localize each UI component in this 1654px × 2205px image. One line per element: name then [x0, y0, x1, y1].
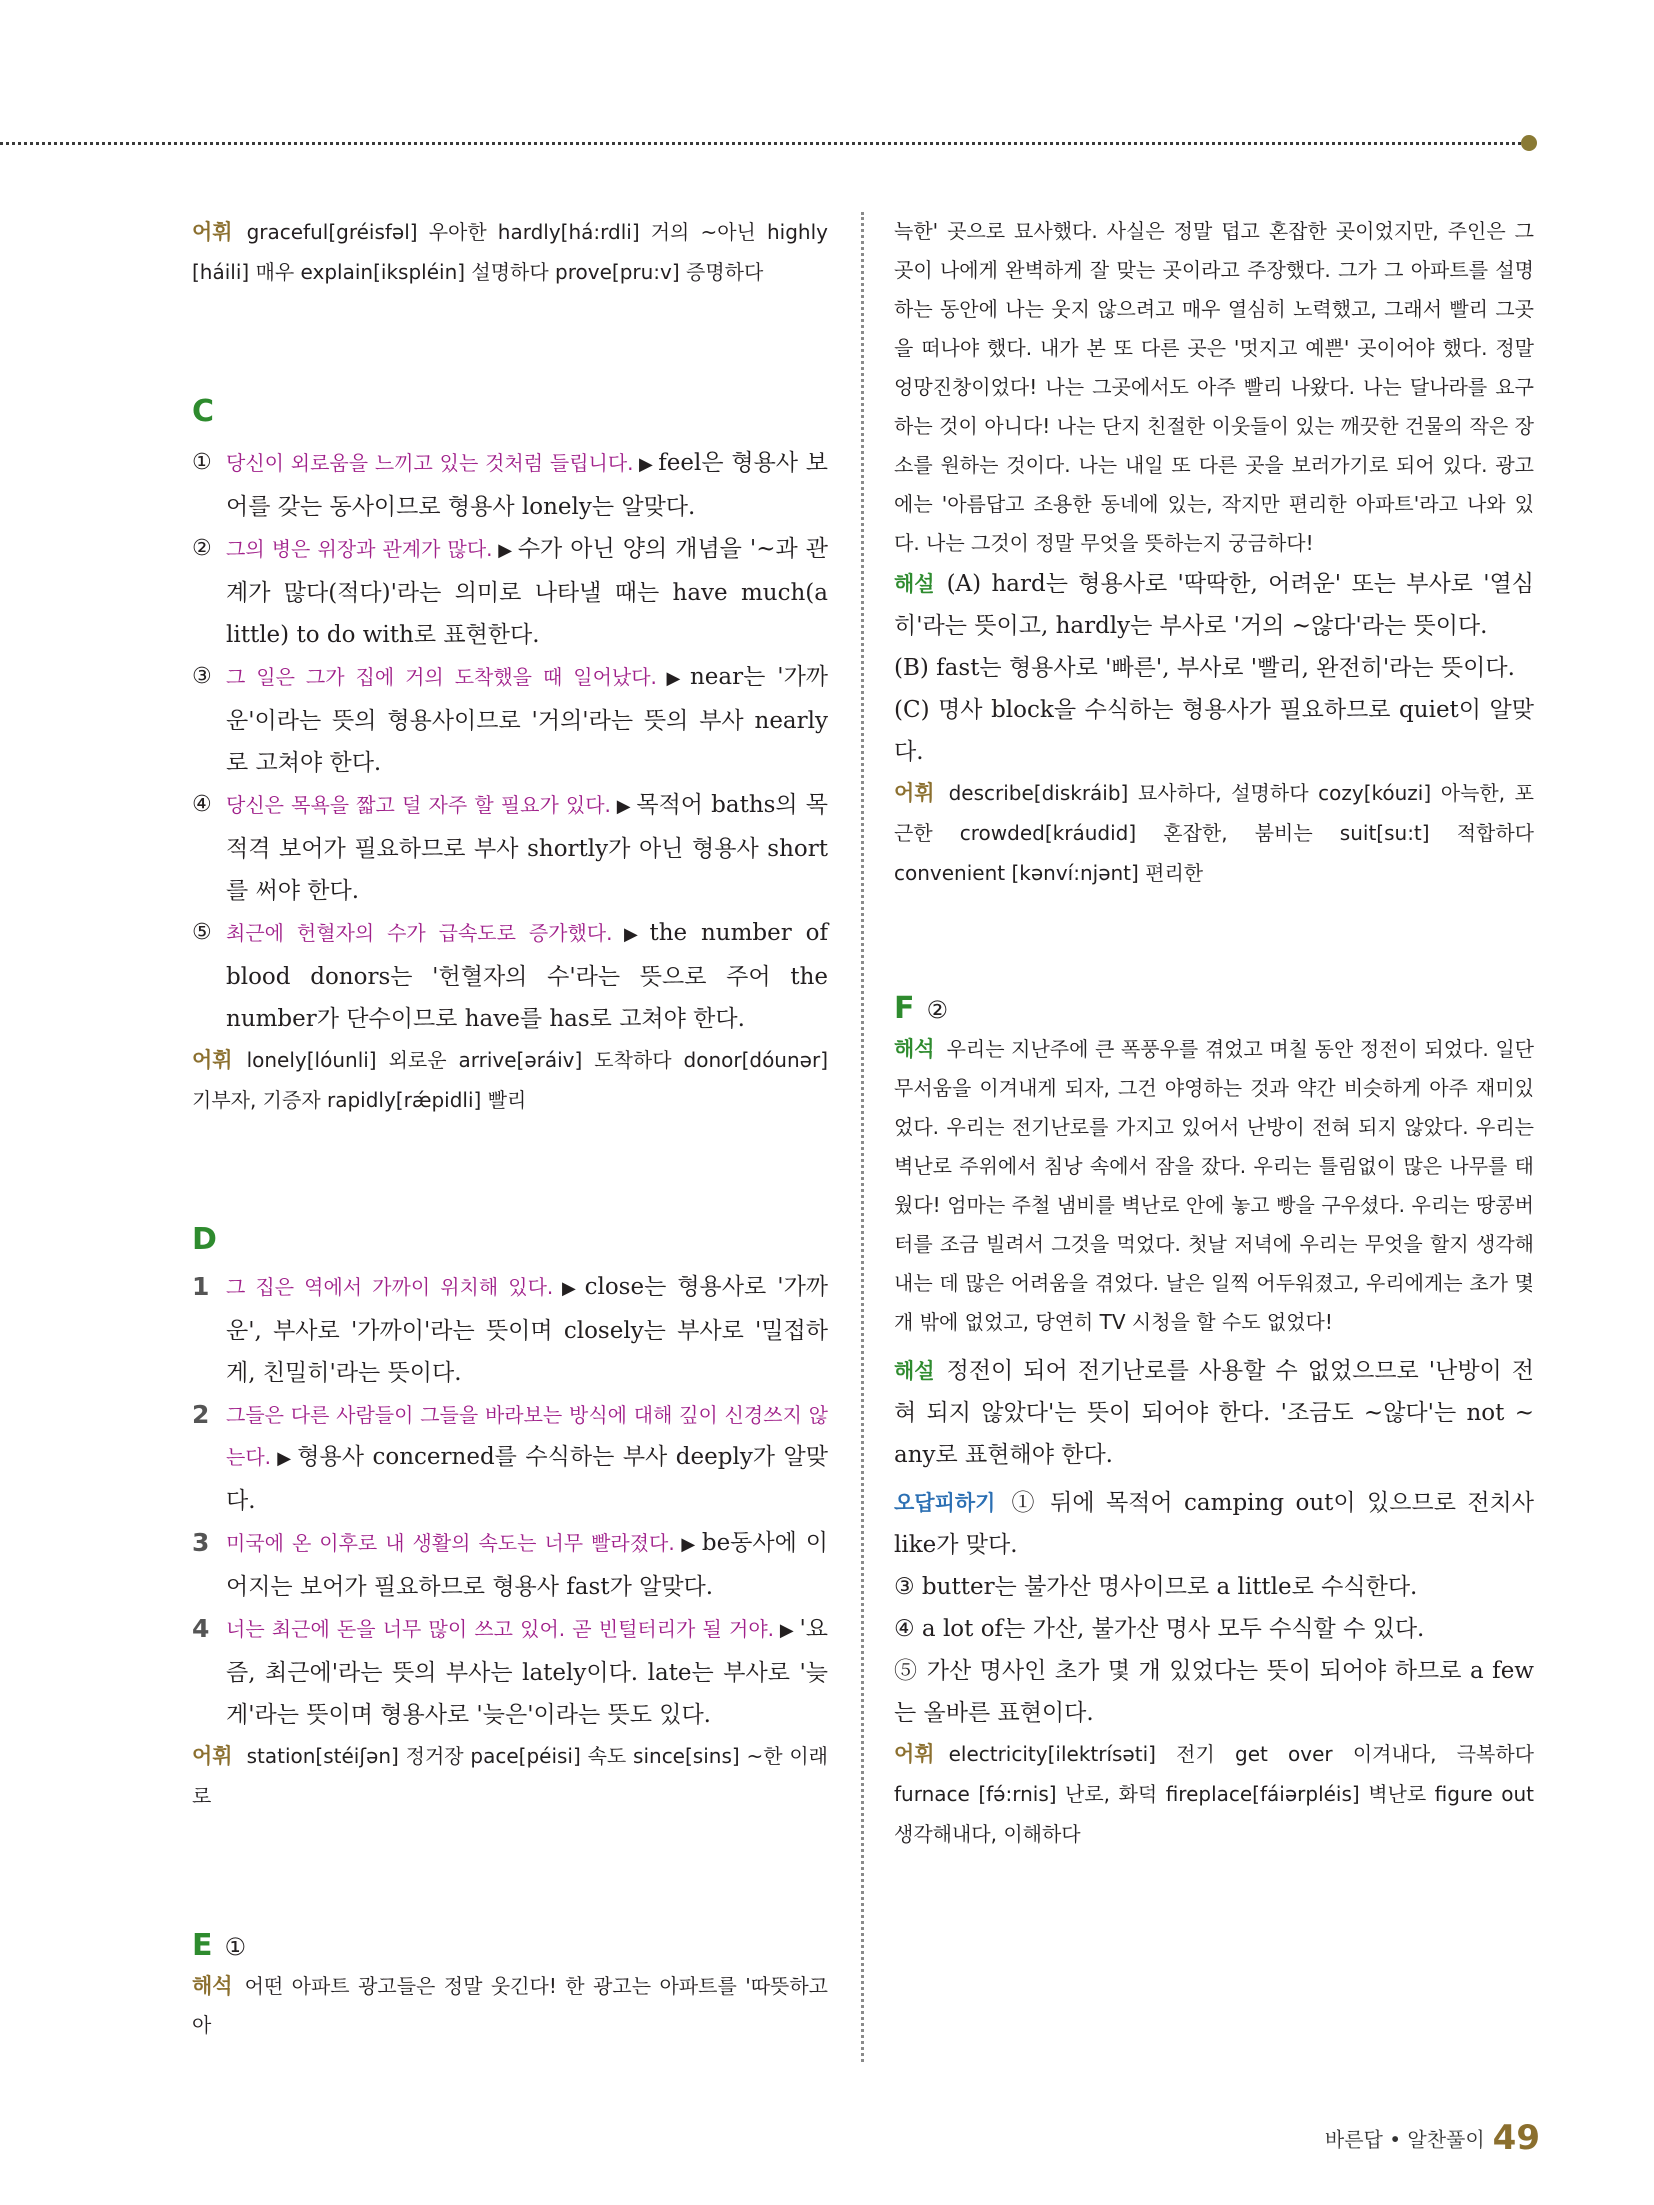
section-e-answer: ① [224, 1933, 247, 1961]
vocab-f [894, 1734, 1534, 1854]
list-item [192, 1608, 828, 1736]
wrong-answer-line: ④ a lot of는 가산, 불가산 명사 모두 수식할 수 있다. [894, 1616, 1425, 1642]
wrong-answer-line: ⑤ 가산 명사인 초가 몇 개 있었다는 뜻이 되어야 하므로 a few는 올바른 표현이다. [894, 1658, 1534, 1726]
vocab-text: station[stéiʃən] 정거장 pace[péisi] 속도 since[sins] ~한 이래로 [192, 1744, 828, 1808]
vocab-e [894, 773, 1534, 893]
vocab-text: lonely[lóunli] 외로운 arrive[əráiv] 도착하다 donor[dóunər] 기부자, 기증자 rapidly[rǽpidli] 빨리 [192, 1048, 828, 1112]
list-item [192, 442, 828, 528]
explanation: the number of blood donors는 '헌혈자의 수'라는 뜻으로 주어 the number가 단수이므로 have를 has로 고쳐야 한다. [226, 920, 828, 1032]
wrong-answer-label: 오답피하기 [894, 1491, 996, 1515]
item-number: 4 [192, 1614, 210, 1643]
arrow-icon: ▶ [558, 1278, 580, 1299]
item-number: ② [192, 536, 212, 561]
item-number: ③ [192, 664, 212, 689]
explanation-line: (A) hard는 형용사로 '딱딱한, 어려운' 또는 부사로 '열심히'라는 뜻이고, hardly는 부사로 '거의 ~않다'라는 뜻이다. [894, 571, 1534, 639]
list-item [192, 784, 828, 912]
vocab-label: 어휘 [192, 1744, 233, 1768]
vocab-text: graceful[gréisfəl] 우아한 hardly[há:rdli] 거의 ~아닌 highly [háili] 매우 explain[ikspléin] 설명하다 prove[pru:v] 증명하다 [192, 220, 828, 284]
wrong-answer-line: ③ butter는 불가산 명사이므로 a little로 수식한다. [894, 1574, 1418, 1600]
korean-sentence: 그 집은 역에서 가까이 위치해 있다. [226, 1275, 554, 1299]
vocab-top [192, 212, 828, 292]
vocab-label: 어휘 [894, 1742, 935, 1766]
translation-label: 해석 [192, 1974, 233, 1998]
haeseol-e [894, 563, 1534, 773]
explanation-line: (C) 명사 block을 수식하는 형용사가 필요하므로 quiet이 알맞다. [894, 697, 1534, 765]
section-e-letter: E [192, 1928, 213, 1963]
explanation: 수가 아닌 양의 개념을 '~과 관계가 많다(적다)'라는 의미로 나타낼 때는 have much(a little) to do with로 표현한다. [226, 536, 828, 648]
list-item [192, 528, 828, 656]
list-item [192, 1394, 828, 1522]
section-c-title: C [192, 394, 215, 429]
explanation: 목적어 baths의 목적격 보어가 필요하므로 부사 shortly가 아닌 형용사 short를 써야 한다. [226, 792, 828, 904]
footer-book-title: 바른답 • 알찬풀이 [1324, 2127, 1485, 2152]
explanation-text: 정전이 되어 전기난로를 사용할 수 없었으므로 '난방이 전혀 되지 않았다'는 뜻이 되어야 한다. '조금도 ~않다'는 not ~ any로 표현해야 한다. [894, 1358, 1534, 1468]
korean-sentence: 그 일은 그가 집에 거의 도착했을 때 일어났다. [226, 665, 657, 689]
arrow-icon: ▶ [617, 924, 645, 945]
translation-label: 해석 [894, 1037, 935, 1061]
item-number: 2 [192, 1400, 210, 1429]
arrow-icon: ▶ [497, 540, 513, 561]
vocab-d [192, 1736, 828, 1816]
left-column [192, 212, 828, 2045]
arrow-icon: ▶ [779, 1620, 795, 1641]
explanation-line: (B) fast는 형용사로 '빠른', 부사로 '빨리, 완전히'라는 뜻이다. [894, 655, 1515, 681]
list-item [192, 1522, 828, 1608]
section-c-items [192, 442, 828, 1040]
explanation: be동사에 이어지는 보어가 필요하므로 형용사 fast가 알맞다. [226, 1530, 828, 1600]
item-number: ⑤ [192, 920, 212, 945]
right-column [894, 212, 1534, 1854]
list-item [192, 1266, 828, 1394]
arrow-icon: ▶ [276, 1448, 293, 1469]
korean-sentence: 그의 병은 위장과 관계가 많다. [226, 537, 493, 561]
arrow-icon: ▶ [679, 1534, 697, 1555]
vocab-label: 어휘 [894, 781, 935, 805]
list-item [192, 656, 828, 784]
section-f-translation [894, 1030, 1534, 1342]
vocab-label: 어휘 [192, 220, 233, 244]
section-e-title [192, 1926, 828, 1967]
top-rule-dot [1521, 135, 1537, 151]
vocab-c [192, 1040, 828, 1120]
section-f-answer: ② [926, 996, 949, 1024]
explanation: near는 '가까운'이라는 뜻의 형용사이므로 '거의'라는 뜻의 부사 nearly로 고쳐야 한다. [226, 664, 829, 776]
section-d-title: D [192, 1222, 217, 1257]
section-e-translation [192, 1967, 828, 2045]
translation-continuation: 늑한' 곳으로 묘사했다. 사실은 정말 덥고 혼잡한 곳이었지만, 주인은 그 곳이 나에게 완벽하게 잘 맞는 곳이라고 주장했다. 그가 그 아파트를 설명하는 동안에 나는 웃지 않으려고 매우 열심히 노력했고, 그래서 빨리 그곳을 떠나야 했다. 내가 본 또 다른 곳은 '멋지고 예쁜' 곳이어야 했다. 정말 엉망진창이었다! 나는 그곳에서도 아주 빨리 나왔다. 나는 달나라를 요구하는 것이 아니다! 나는 단지 친절한 이웃들이 있는 깨끗한 건물의 작은 장소를 원하는 것이다. 나는 내일 또 다른 곳을 보러가기로 되어 있다. 광고에는 '아름답고 조용한 동네에 있는, 작지만 편리한 아파트'라고 나와 있다. 나는 그것이 정말 무엇을 뜻하는지 궁금하다! [894, 219, 1534, 555]
section-f-title [894, 989, 1534, 1030]
vocab-label: 어휘 [192, 1048, 233, 1072]
explanation-label: 해설 [894, 572, 935, 596]
section-f-wrong-answers [894, 1482, 1534, 1734]
explanation-label: 해설 [894, 1359, 935, 1383]
top-dotted-rule [0, 142, 1527, 145]
item-number: 1 [192, 1272, 210, 1301]
item-number: 3 [192, 1528, 210, 1557]
vocab-text: electricity[ilektrísəti] 전기 get over 이겨내다, 극복하다 furnace [fə́:rnis] 난로, 화덕 fireplace[fáiərpléis] 벽난로 figure out 생각해내다, 이해하다 [894, 1742, 1534, 1846]
translation-text: 우리는 지난주에 큰 폭풍우를 겪었고 며칠 동안 정전이 되었다. 일단 무서움을 이겨내게 되자, 그건 야영하는 것과 약간 비슷하게 아주 재미있었다. 우리는 전기난로를 가지고 있어서 난방이 전혀 되지 않았다. 우리는 벽난로 주위에서 침낭 속에서 잠을 잤다. 우리는 틀림없이 많은 나무를 태웠다! 엄마는 주철 냄비를 벽난로 안에 놓고 빵을 구우셨다. 우리는 땅콩버터를 조금 빌려서 그것을 먹었다. 첫날 저녁에 우리는 무엇을 할지 생각해내는 데 많은 어려움을 겪었다. 날은 일찍 어두워졌고, 우리에게는 초가 몇 개 밖에 없었고, 당연히 TV 시청을 할 수도 없었다! [894, 1037, 1534, 1334]
item-number: ④ [192, 792, 212, 817]
page-number: 49 [1492, 2118, 1540, 2158]
explanation: 형용사 concerned를 수식하는 부사 deeply가 알맞다. [226, 1444, 828, 1514]
korean-sentence: 미국에 온 이후로 내 생활의 속도는 너무 빨라졌다. [226, 1531, 675, 1555]
section-f-letter: F [894, 991, 915, 1026]
arrow-icon: ▶ [638, 454, 654, 475]
list-item [192, 912, 828, 1040]
korean-sentence: 그들은 다른 사람들이 그들을 바라보는 방식에 대해 깊이 신경쓰지 않는다. [226, 1403, 828, 1469]
translation-text: 어떤 아파트 광고들은 정말 웃긴다! 한 광고는 아파트를 '따뜻하고 아 [192, 1974, 828, 2037]
korean-sentence: 당신은 목욕을 짧고 덜 자주 할 필요가 있다. [226, 793, 611, 817]
section-f-explanation [894, 1350, 1534, 1476]
vocab-text: describe[diskráib] 묘사하다, 설명하다 cozy[kóuzi] 아늑한, 포근한 crowded[kráudid] 혼잡한, 붐비는 suit[su:t] 적합하다 convenient [kənví:njənt] 편리한 [894, 781, 1534, 885]
explanation: feel은 형용사 보어를 갖는 동사이므로 형용사 lonely는 알맞다. [226, 450, 828, 520]
wrong-answer-line: ① 뒤에 목적어 camping out이 있으므로 전치사 like가 맞다. [894, 1490, 1534, 1558]
explanation: close는 형용사로 '가까운', 부사로 '가까이'라는 뜻이며 closely는 부사로 '밀접하게, 친밀히'라는 뜻이다. [226, 1274, 829, 1386]
page-footer [1325, 2118, 1540, 2158]
korean-sentence: 너는 최근에 돈을 너무 많이 쓰고 있어. 곧 빈털터리가 될 거야. [226, 1617, 775, 1641]
explanation: '요즘, 최근에'라는 뜻의 부사는 lately이다. late는 부사로 '늦게'라는 뜻이며 형용사로 '늦은'이라는 뜻도 있다. [226, 1616, 829, 1728]
arrow-icon: ▶ [661, 668, 685, 689]
item-number: ① [192, 450, 212, 475]
column-divider [861, 212, 864, 2062]
korean-sentence: 당신이 외로움을 느끼고 있는 것처럼 들립니다. [226, 451, 634, 475]
arrow-icon: ▶ [615, 796, 632, 817]
korean-sentence: 최근에 헌혈자의 수가 급속도로 증가했다. [226, 921, 613, 945]
section-d-items [192, 1266, 828, 1736]
